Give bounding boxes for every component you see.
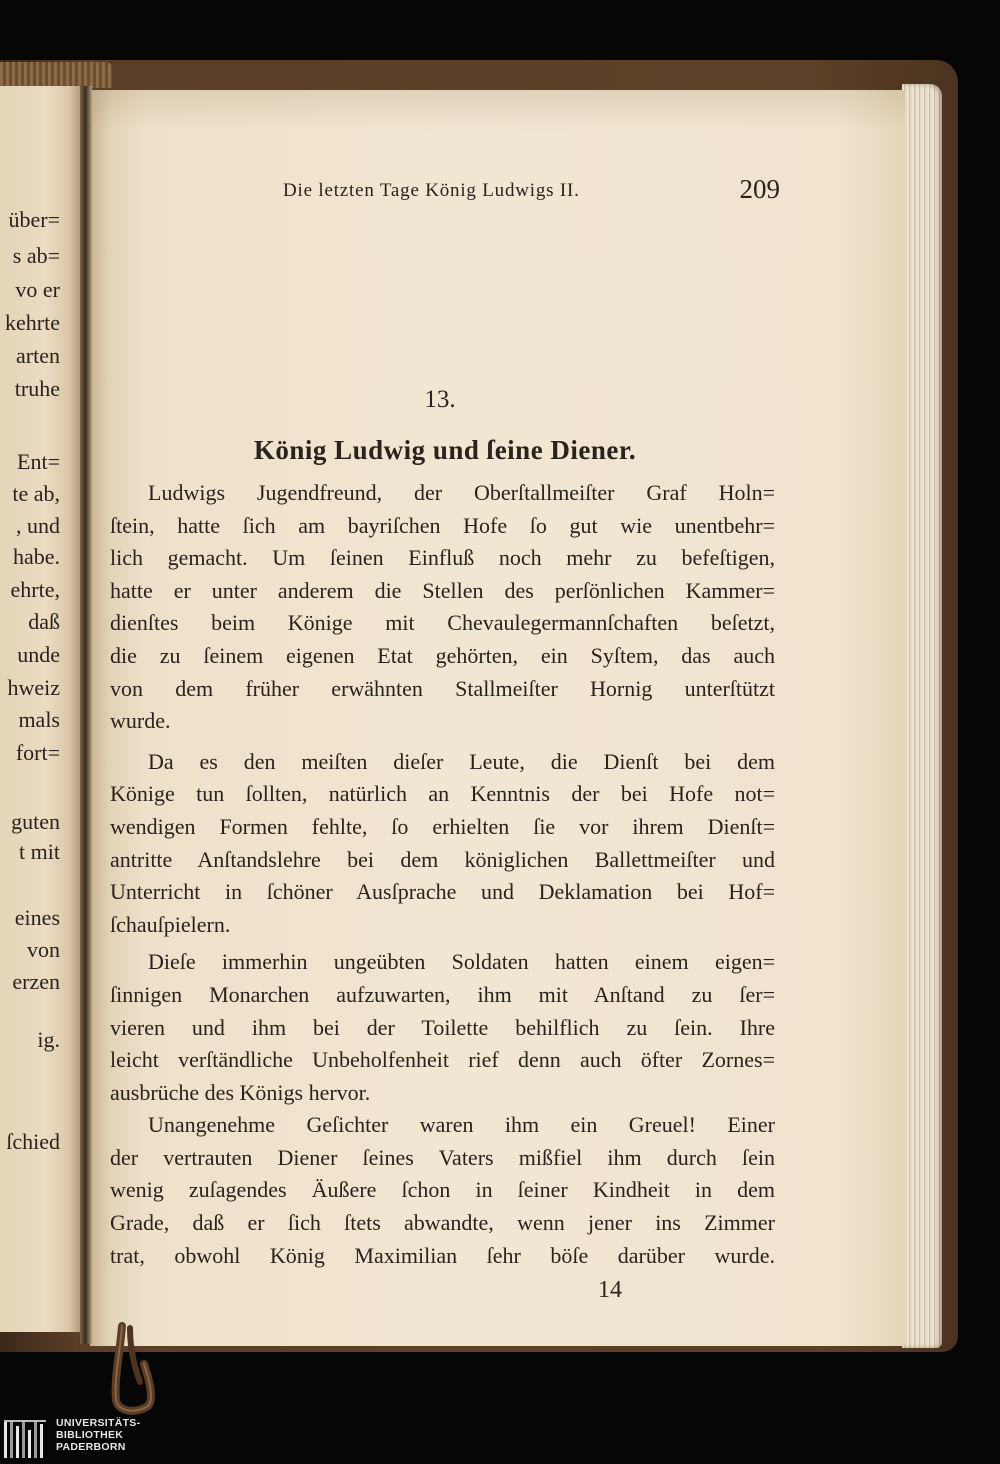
left-page-fragment: eines	[14, 905, 60, 930]
logo-line: UNIVERSITÄTS-	[56, 1417, 141, 1429]
text-line: hatte er unter anderem die Stellen des perſönlichen Kammer=	[110, 577, 775, 603]
text-line: ausbrüche des Königs hervor.	[110, 1079, 371, 1105]
library-logo-icon	[3, 1416, 49, 1460]
text-line: leicht verſtändliche Unbeholfenheit rief denn auch öfter Zornes=	[110, 1047, 775, 1073]
left-page-fragment: erzen	[12, 969, 60, 994]
text-line: Unangenehme Geſichter waren ihm ein Greuel! Einer	[148, 1112, 775, 1138]
paragraph	[110, 746, 775, 942]
text-line: die zu ſeinem eigenen Etat gehörten, ein Syſtem, das auch	[110, 642, 775, 668]
text-line: Da es den meiſten dieſer Leute, die Dienſt bei dem	[148, 748, 775, 774]
logo-line: BIBLIOTHEK	[56, 1429, 124, 1441]
text-line: ſtein, hatte ſich am bayriſchen Hofe ſo gut wie unentbehr=	[110, 512, 775, 538]
left-page-fragment: te ab,	[12, 481, 60, 506]
left-page-fragment: t mit	[19, 839, 60, 864]
left-page-fragment: über=	[8, 207, 60, 232]
logo-line: PADERBORN	[56, 1441, 126, 1453]
chapter-title: König Ludwig und ſeine Diener.	[253, 435, 637, 465]
text-line: der vertrauten Diener ſeines Vaters mißfiel ihm durch ſein	[110, 1144, 775, 1170]
book-gutter	[80, 86, 92, 1344]
left-page-fragment: von	[27, 937, 60, 962]
text-line: wurde.	[110, 708, 171, 734]
left-page-fragment: , und	[16, 513, 60, 538]
text-line: vieren und ihm bei der Toilette behilflich zu ſein. Ihre	[110, 1014, 775, 1040]
left-page-fragment: vo er	[15, 277, 60, 302]
paragraph	[110, 946, 775, 1109]
left-page	[0, 86, 84, 1332]
text-line: von dem früher erwähnten Stallmeiſter Hornig unterſtützt	[110, 675, 775, 701]
chapter-number: 13.	[424, 386, 456, 413]
left-page-fragment: unde	[17, 642, 60, 667]
left-page-fragment: habe.	[12, 544, 60, 569]
left-page-fragment: daß	[28, 609, 60, 634]
left-page-fragment: kehrte	[5, 310, 60, 335]
left-page-fragment: arten	[16, 343, 60, 368]
bookmark-ribbon	[100, 1322, 170, 1418]
text-line: lich gemacht. Um ſeinen Einfluß noch mehr zu befeſtigen,	[110, 545, 775, 571]
text-line: Dieſe immerhin ungeübten Soldaten hatten einem eigen=	[148, 949, 775, 975]
library-logo	[3, 1414, 153, 1462]
signature-mark: 14	[598, 1277, 622, 1303]
left-page-fragment: fort=	[15, 740, 60, 765]
text-line: ſchauſpielern.	[110, 911, 231, 937]
text-line: dienſtes beim Könige mit Chevaulegermannſchaften beſetzt,	[110, 610, 775, 636]
text-line: Ludwigs Jugendfreund, der Oberſtallmeiſter Graf Holn=	[148, 480, 775, 505]
paragraph	[110, 477, 775, 738]
text-line: wenig zuſagendes Äußere ſchon in ſeiner Kindheit in dem	[110, 1177, 775, 1203]
body-text	[110, 477, 775, 1272]
paragraph	[110, 1109, 775, 1272]
left-page-fragment: mals	[18, 707, 60, 732]
page-number: 209	[739, 174, 780, 204]
page-edges	[902, 84, 942, 1348]
running-head: Die letzten Tage König Ludwigs II.	[283, 180, 580, 201]
library-logo-text	[56, 1417, 140, 1453]
left-page-fragment: guten	[11, 809, 60, 834]
text-line: trat, obwohl König Maximilian ſehr böſe darüber wurde.	[110, 1242, 775, 1268]
text-line: ſinnigen Monarchen aufzuwarten, ihm mit Anſtand zu ſer=	[110, 981, 775, 1007]
text-line: Unterricht in ſchöner Ausſprache und Deklamation bei Hof=	[110, 879, 775, 905]
text-line: Grade, daß er ſich ſtets abwandte, wenn jener ins Zimmer	[110, 1210, 775, 1236]
text-line: antritte Anſtandslehre bei dem königlichen Ballettmeiſter und	[110, 846, 775, 872]
text-line: Könige tun ſollten, natürlich an Kenntnis der bei Hofe not=	[110, 781, 775, 807]
left-page-fragment: hweiz	[7, 675, 60, 700]
left-page-fragment: ſchied	[6, 1129, 60, 1154]
left-page-fragment: truhe	[14, 376, 60, 401]
left-page-fragment: Ent=	[17, 449, 60, 474]
left-page-fragment: s ab=	[12, 243, 60, 268]
left-page-fragment: ig.	[37, 1027, 60, 1052]
left-page-fragment: ehrte,	[10, 577, 60, 602]
book-headband	[0, 62, 112, 88]
text-line: wendigen Formen fehlte, ſo erhielten ſie vor ihrem Dienſt=	[110, 813, 775, 839]
